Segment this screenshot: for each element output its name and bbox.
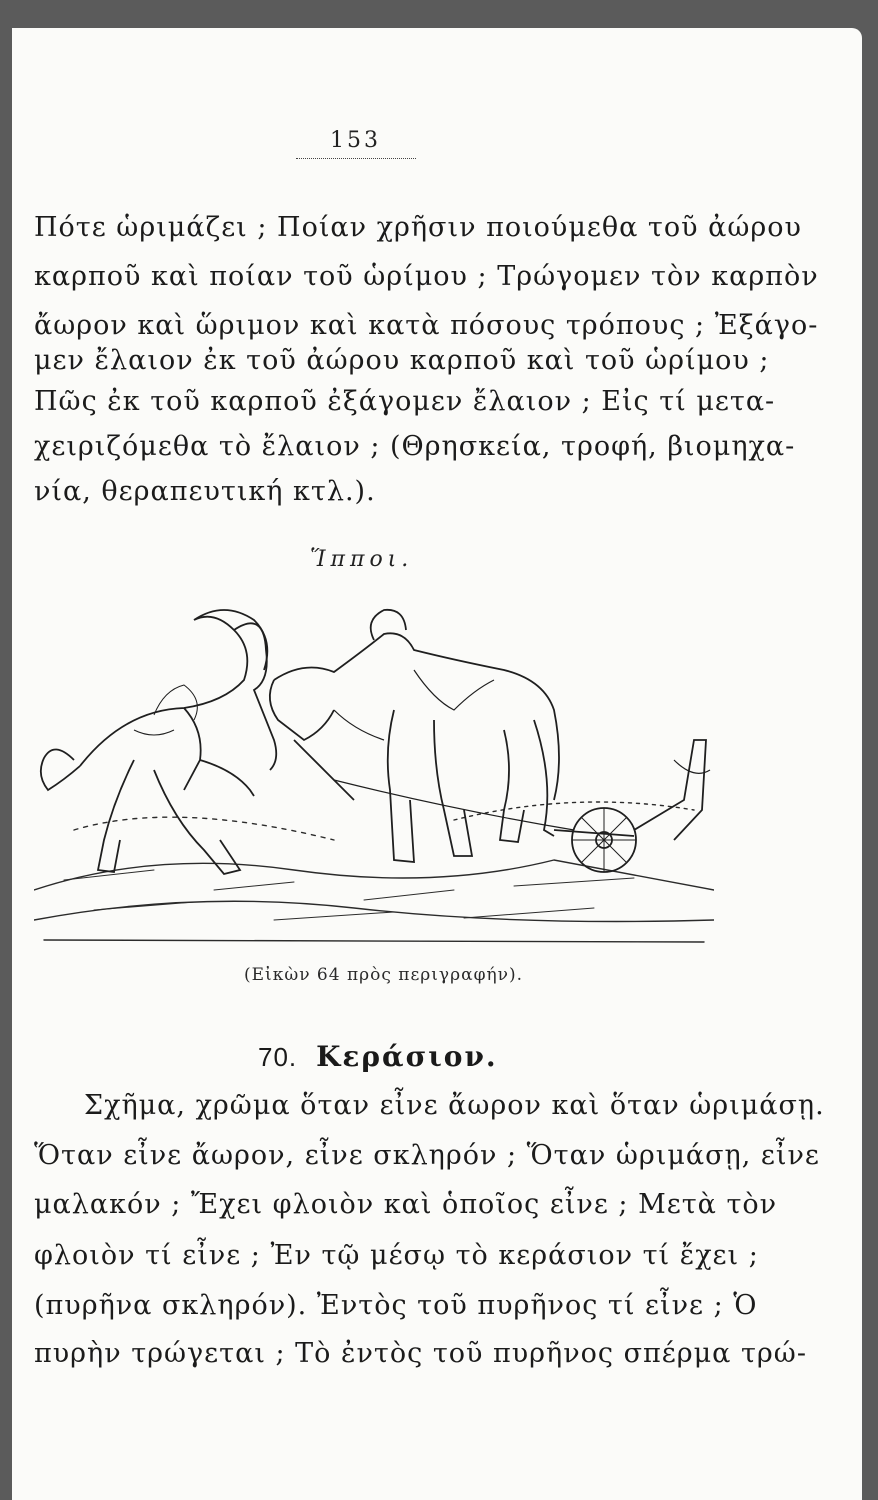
text-line: Πῶς ἐκ τοῦ καρποῦ ἐξάγομεν ἔλαιον ; Εἰς τί μετα-	[34, 386, 776, 417]
text-line: Σχῆμα, χρῶμα ὅταν εἶνε ἄωρον καὶ ὅταν ὡριμάσῃ.	[84, 1090, 825, 1121]
text-line: νία, θεραπευτική κτλ.).	[34, 476, 376, 507]
section-heading	[258, 1040, 498, 1073]
page-number: 153	[330, 128, 381, 153]
text-line: πυρὴν τρώγεται ; Τὸ ἐντὸς τοῦ πυρῆνος σπέρμα τρώ-	[34, 1338, 807, 1369]
text-line: Πότε ὡριμάζει ; Ποίαν χρῆσιν ποιούμεθα τοῦ ἀώρου	[34, 212, 802, 243]
section-number: 70.	[258, 1042, 298, 1072]
section-label-horses: Ἵπποι.	[310, 547, 414, 572]
page-number-rule	[296, 158, 416, 159]
text-line: ἄωρον καὶ ὥριμον καὶ κατὰ πόσους τρόπους ; Ἐξάγο-	[34, 310, 819, 341]
text-line: φλοιὸν τί εἶνε ; Ἐν τῷ μέσῳ τὸ κεράσιον τί ἔχει ;	[34, 1240, 759, 1271]
horses-engraving	[34, 590, 714, 950]
text-line: μεν ἔλαιον ἐκ τοῦ ἀώρου καρποῦ καὶ τοῦ ὡρίμου ;	[34, 345, 770, 376]
text-line: μαλακόν ; Ἔχει φλοιὸν καὶ ὁποῖος εἶνε ; Μετὰ τὸν	[34, 1189, 778, 1220]
figure-caption: (Εἰκὼν 64 πρὸς περιγραφήν).	[244, 965, 524, 985]
text-line: (πυρῆνα σκληρόν). Ἐντὸς τοῦ πυρῆνος τί εἶνε ; Ὁ	[34, 1290, 758, 1321]
text-line: χειριζόμεθα τὸ ἔλαιον ; (Θρησκεία, τροφή, βιομηχα-	[34, 431, 796, 462]
text-line: Ὅταν εἶνε ἄωρον, εἶνε σκληρόν ; Ὅταν ὡριμάσῃ, εἶνε	[34, 1140, 820, 1171]
section-title: Κεράσιον.	[316, 1040, 498, 1073]
text-line: καρποῦ καὶ ποίαν τοῦ ὡρίμου ; Τρώγομεν τὸν καρπὸν	[34, 261, 819, 292]
